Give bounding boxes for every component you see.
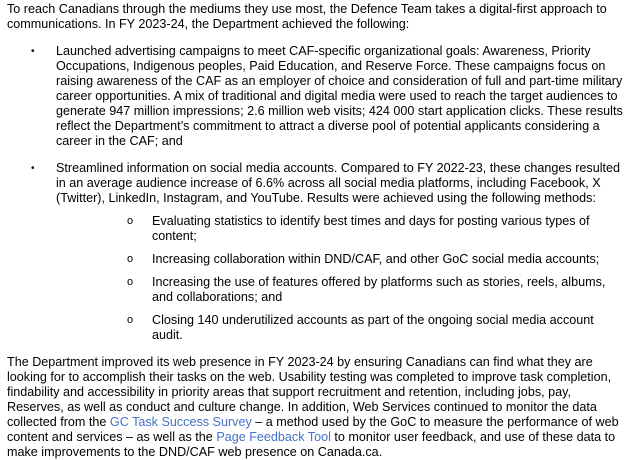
sub-bullet-increasing-collaboration <box>56 252 627 267</box>
bullet-marker: • <box>31 46 35 57</box>
bullet-text: Streamlined information on social media accounts. Compared to FY 2022-23, these changes resulted in an average audience increase of 6.6% across all social media platforms, including Facebook, X (Twitter), LinkedIn, Instagram, and YouTube. Results were achieved using the following methods: <box>56 161 621 205</box>
closing-text-part-2: – a method used by the GoC to measure the performance of web content and services – as well as the <box>7 415 619 444</box>
sub-bullet-evaluating-statistics <box>56 214 627 244</box>
sub-bullet-closing-accounts <box>56 313 627 343</box>
sub-bullet-marker: o <box>127 314 134 326</box>
sub-bullet-marker: o <box>127 253 134 265</box>
sub-bullet-text: Closing 140 underutilized accounts as part of the ongoing social media account audit. <box>152 313 594 342</box>
gc-task-success-survey-link[interactable]: GC Task Success Survey <box>109 415 252 429</box>
bullet-text: Launched advertising campaigns to meet CAF-specific organizational goals: Awareness, Priority Occupations, Indigenous peoples, Paid Education, and Reserve Force. These campaigns focus on raising awareness of the CAF as an employer of choice and consideration of full and part-time military career opportunities. A mix of traditional and digital media were used to reach the target audiences to generate 947 million impressions; 2.6 million web visits; 424 000 start application clicks. These results reflect the Department’s commitment to attract a diverse pool of potential applicants considering a career in the CAF; and <box>56 44 623 148</box>
bullet-marker: • <box>31 163 35 174</box>
closing-text-part-3: to monitor user feedback, and use of these data to make improvements to the DND/CAF web presence on Canada.ca. <box>7 430 616 459</box>
sub-bullet-text: Increasing collaboration within DND/CAF, and other GoC social media accounts; <box>152 252 600 266</box>
document-body <box>7 2 627 460</box>
intro-paragraph: To reach Canadians through the mediums they use most, the Defence Team takes a digital-first approach to communications. In FY 2023-24, the Department achieved the following: <box>7 2 607 31</box>
bullet-social-media <box>7 161 627 343</box>
sub-bullet-platform-features <box>56 275 627 305</box>
sub-bullet-marker: o <box>127 215 134 227</box>
sub-bullet-text: Evaluating statistics to identify best times and days for posting various types of content; <box>152 214 590 243</box>
social-media-methods-list <box>56 214 627 343</box>
closing-text-part-1: The Department improved its web presence in FY 2023-24 by ensuring Canadians can find what they are looking for to accomplish their tasks on the web. Usability testing was completed to improve task completion, findability and accessibility in priority areas that support recruitment and retention, including jobs, pay, Reserves, as well as conduct and culture change. In addition, Web Services continued to monitor the data collected from the <box>7 355 612 429</box>
sub-bullet-text: Increasing the use of features offered by platforms such as stories, reels, albums, and collaborations; and <box>152 275 606 304</box>
bullet-advertising-campaigns <box>7 44 627 149</box>
sub-bullet-marker: o <box>127 276 134 288</box>
page-feedback-tool-link[interactable]: Page Feedback Tool <box>216 430 331 444</box>
closing-paragraph <box>7 355 627 460</box>
